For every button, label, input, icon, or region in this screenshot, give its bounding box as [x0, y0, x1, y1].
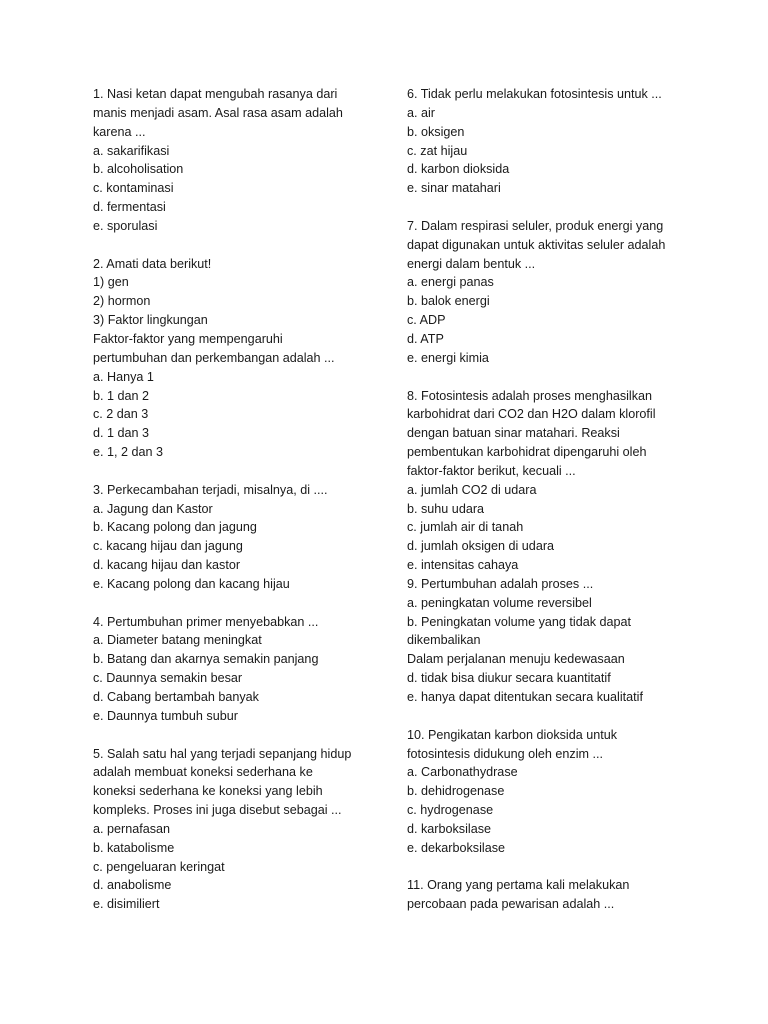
- question-line: d. ATP: [407, 331, 444, 346]
- question-line: percobaan pada pewarisan adalah ...: [407, 897, 615, 912]
- question-q6: [407, 85, 687, 198]
- question-line: 1) gen: [93, 275, 129, 290]
- question-text: 11. Orang yang pertama kali melakukan: [407, 878, 630, 893]
- question-line: c. ADP: [407, 313, 446, 328]
- question-line: d. Cabang bertambah banyak: [93, 690, 259, 704]
- question-line: e. disimiliert: [93, 897, 160, 912]
- question-line: pembentukan karbohidrat dipengaruhi oleh: [407, 445, 647, 460]
- question-line: a. sakarifikasi: [93, 143, 170, 158]
- question-line: pertumbuhan dan perkembangan adalah ...: [93, 350, 335, 365]
- question-line: d. karbon dioksida: [407, 162, 510, 177]
- question-line: e. hanya dapat ditentukan secara kualitatif: [407, 690, 643, 704]
- question-q3: [93, 481, 368, 594]
- question-line: e. Daunnya tumbuh subur: [93, 708, 238, 723]
- question-line: manis menjadi asam. Asal rasa asam adalah: [93, 105, 343, 120]
- question-line: a. energi panas: [407, 275, 494, 290]
- question-q1: [93, 85, 368, 236]
- question-q4: [93, 613, 368, 726]
- question-line: c. zat hijau: [407, 143, 468, 158]
- question-text: 3. Perkecambahan terjadi, misalnya, di ....: [93, 482, 328, 497]
- question-line: b. suhu udara: [407, 501, 485, 516]
- question-line: b. Peningkatan volume yang tidak dapat: [407, 614, 632, 629]
- question-line: c. kontaminasi: [93, 181, 174, 196]
- question-text: 5. Salah satu hal yang terjadi sepanjang hidup: [93, 746, 352, 761]
- question-line: b. 1 dan 2: [93, 388, 150, 403]
- question-line: dapat digunakan untuk aktivitas seluler adalah: [407, 237, 666, 252]
- question-text: 10. Pengikatan karbon dioksida untuk: [407, 727, 618, 742]
- question-text: 2. Amati data berikut!: [93, 256, 212, 271]
- question-line: a. Hanya 1: [93, 369, 154, 384]
- question-line: b. balok energi: [407, 294, 490, 309]
- question-line: 3) Faktor lingkungan: [93, 313, 208, 328]
- question-line: d. tidak bisa diukur secara kuantitatif: [407, 671, 611, 686]
- question-text: 7. Dalam respirasi seluler, produk energi yang: [407, 218, 664, 233]
- question-line: e. sinar matahari: [407, 181, 501, 196]
- question-line: a. peningkatan volume reversibel: [407, 595, 592, 610]
- question-line: d. jumlah oksigen di udara: [407, 539, 555, 554]
- question-text: 9. Pertumbuhan adalah proses ...: [407, 576, 594, 591]
- question-line: 2) hormon: [93, 294, 151, 309]
- question-q9: [407, 575, 687, 707]
- question-line: b. Batang dan akarnya semakin panjang: [93, 652, 319, 667]
- question-line: c. jumlah air di tanah: [407, 520, 524, 535]
- question-line: dikembalikan: [407, 633, 481, 648]
- left-column: [93, 85, 368, 914]
- question-line: dengan batuan sinar matahari. Reaksi: [407, 426, 620, 441]
- question-line: c. hydrogenase: [407, 803, 494, 818]
- question-line: a. Carbonathydrase: [407, 765, 518, 780]
- question-line: karena ...: [93, 124, 146, 139]
- spacer: [93, 726, 368, 745]
- question-q10: [407, 726, 687, 858]
- question-text: 1. Nasi ketan dapat mengubah rasanya dari: [93, 87, 338, 101]
- spacer: [407, 858, 687, 877]
- question-line: koneksi sederhana ke koneksi yang lebih: [93, 784, 323, 799]
- question-line: e. energi kimia: [407, 350, 489, 365]
- question-text: 4. Pertumbuhan primer menyebabkan ...: [93, 614, 319, 629]
- question-line: e. sporulasi: [93, 218, 158, 233]
- question-line: a. Jagung dan Kastor: [93, 501, 213, 516]
- question-line: d. kacang hijau dan kastor: [93, 558, 241, 573]
- question-line: karbohidrat dari CO2 dan H2O dalam klorofil: [407, 407, 656, 422]
- question-line: b. Kacang polong dan jagung: [93, 520, 257, 535]
- question-line: d. karboksilase: [407, 821, 491, 836]
- right-column: [407, 85, 687, 914]
- question-line: d. 1 dan 3: [93, 426, 150, 441]
- question-line: e. intensitas cahaya: [407, 558, 519, 573]
- question-line: a. air: [407, 105, 435, 120]
- question-line: adalah membuat koneksi sederhana ke: [93, 765, 313, 780]
- question-line: e. 1, 2 dan 3: [93, 445, 164, 460]
- question-line: a. jumlah CO2 di udara: [407, 482, 537, 497]
- question-line: b. alcoholisation: [93, 162, 184, 177]
- question-line: Dalam perjalanan menuju kedewasaan: [407, 652, 625, 667]
- question-text: 8. Fotosintesis adalah proses menghasilkan: [407, 388, 653, 403]
- question-q8: [407, 387, 687, 575]
- question-line: a. pernafasan: [93, 821, 171, 836]
- question-line: fotosintesis didukung oleh enzim ...: [407, 746, 604, 761]
- question-line: b. katabolisme: [93, 840, 175, 855]
- question-line: e. Kacang polong dan kacang hijau: [93, 576, 290, 591]
- question-line: energi dalam bentuk ...: [407, 256, 536, 271]
- question-line: b. dehidrogenase: [407, 784, 505, 799]
- question-line: c. 2 dan 3: [93, 407, 149, 422]
- question-line: e. dekarboksilase: [407, 840, 506, 855]
- question-q11: [407, 876, 687, 914]
- question-line: kompleks. Proses ini juga disebut sebagai ...: [93, 803, 342, 818]
- question-line: a. Diameter batang meningkat: [93, 633, 262, 648]
- question-line: b. oksigen: [407, 124, 465, 139]
- question-line: Faktor-faktor yang mempengaruhi: [93, 331, 283, 346]
- question-q7: [407, 217, 687, 368]
- question-line: c. Daunnya semakin besar: [93, 671, 243, 686]
- question-line: d. fermentasi: [93, 200, 166, 215]
- question-line: faktor-faktor berikut, kecuali ...: [407, 463, 576, 478]
- question-text: 6. Tidak perlu melakukan fotosintesis untuk ...: [407, 87, 662, 101]
- question-line: d. anabolisme: [93, 878, 172, 893]
- spacer: [93, 462, 368, 481]
- question-line: c. kacang hijau dan jagung: [93, 539, 243, 554]
- spacer: [407, 198, 687, 217]
- question-line: c. pengeluaran keringat: [93, 859, 225, 874]
- question-q5: [93, 745, 368, 915]
- spacer: [93, 236, 368, 255]
- spacer: [93, 594, 368, 613]
- spacer: [407, 707, 687, 726]
- question-q2: [93, 255, 368, 462]
- spacer: [407, 368, 687, 387]
